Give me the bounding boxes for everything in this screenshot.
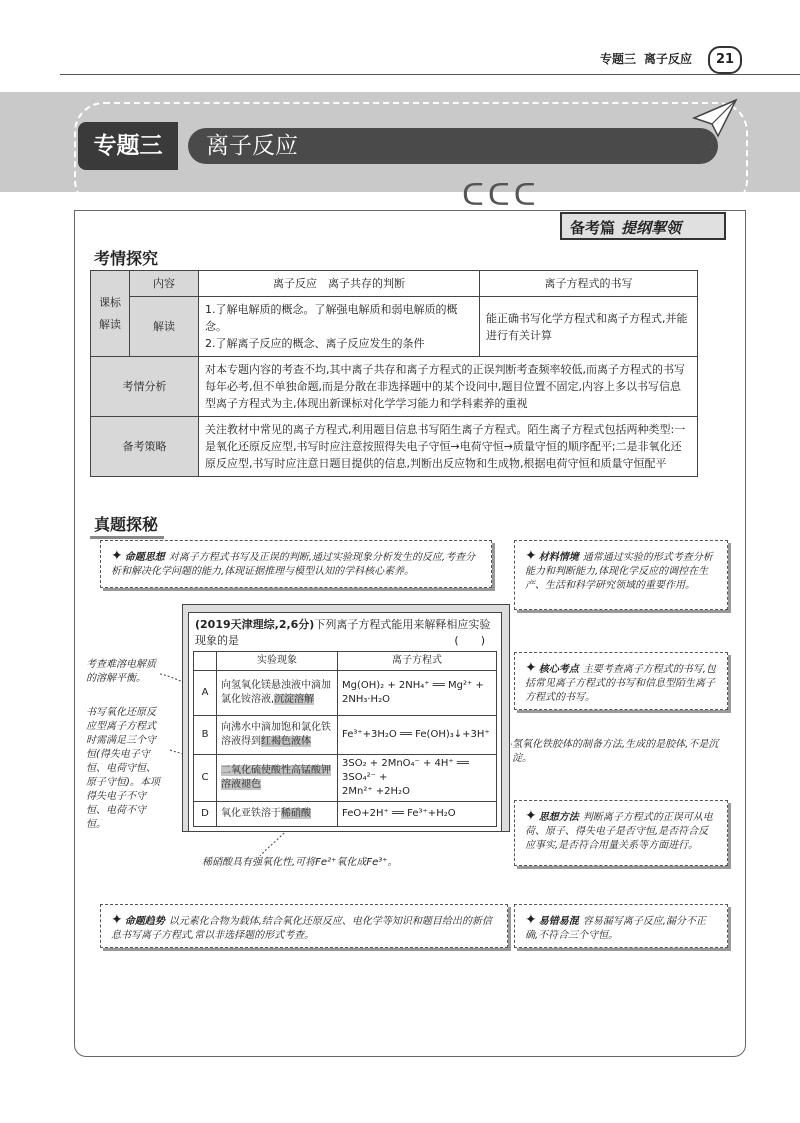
option-row (194, 716, 497, 755)
analysis-label: 考情分析 (91, 357, 199, 417)
prep-tag-main: 备考篇 (570, 219, 616, 237)
question-card (188, 612, 502, 832)
option-letter: B (194, 716, 217, 755)
note-error-text: 容易漏写离子反应,漏分不正确,不符合三个守恒。 (525, 916, 706, 941)
section-title-real-questions: 真题探秘 (90, 512, 164, 539)
phenomenon-highlight: 沉淀溶解 (274, 694, 315, 705)
col1-line2: 2.了解离子反应的概念、离子反应发生的条件 (205, 337, 425, 350)
equation-line: 2NH₃·H₂O (342, 694, 390, 705)
prep-tag (560, 212, 726, 240)
phenomenon-highlight: 红褐色液体 (261, 736, 311, 747)
header-topic: 专题三 (600, 52, 637, 66)
equation-line: FeO+2H⁺ ══ Fe³⁺+H₂O (342, 808, 456, 819)
note-method (514, 800, 728, 866)
answer-blank: ( ) (454, 634, 485, 647)
phenomenon-highlight: 二氧化硫使酸性高锰酸钾溶液褪色 (221, 765, 331, 790)
topic-title: 离子反应 (188, 128, 718, 164)
lightbulb-icon: ✦ (111, 912, 123, 928)
note-method-text: 判断离子方程式的正误可从电荷、原子、得失电子是否守恒,是否符合反应事实,是否符合用量关系等方面进行。 (525, 812, 713, 851)
curriculum-label: 课标解读 (91, 271, 130, 357)
phenomenon-text: 氧化亚铁溶于 (221, 808, 281, 819)
note-idea (100, 540, 492, 588)
col1-header: 离子反应 离子共存的判断 (199, 271, 480, 297)
note-left-solubility: 考查难溶电解质的溶解平衡。 (86, 659, 156, 684)
equation-line: Mg(OH)₂ + 2NH₄⁺ ══ Mg²⁺ + (342, 680, 484, 691)
topic-label: 专题三 (78, 122, 178, 170)
note-trend-label: 命题趋势 (124, 916, 165, 927)
note-material-text: 通常通过实验的形式考查分析能力和判断能力,体现化学反应的调控在生产、生活和科学研究领域的重要作用。 (525, 552, 713, 591)
col1-line1: 1.了解电解质的概念。了解强电解质和弱电解质的概念。 (205, 303, 458, 333)
phenomenon-highlight: 稀硝酸 (281, 808, 311, 819)
note-error-label: 易错易混 (538, 916, 579, 927)
strategy-text: 关注教材中常见的离子方程式,利用题目信息书写陌生离子方程式。陌生离子方程式包括两种类型:一是氧化还原反应型,书写时应注意按照得失电子守恒→电荷守恒→质量守恒的顺序配平;二是非氧化还原反应型,书写时应注意日题目提供的信息,判断出反应物和生成物,根据电荷守恒和质量守恒配平 (199, 417, 698, 477)
col2-header: 离子方程式的书写 (480, 271, 698, 297)
section-title-exam-analysis: 考情探究 (90, 246, 164, 273)
option-letter: C (194, 755, 217, 802)
option-letter: A (194, 671, 217, 716)
phenomenon-text: 向沸水中滴加饱和氯化铁溶液得到 (221, 722, 331, 747)
col-equation: 离子方程式 (338, 652, 497, 671)
note-core (514, 652, 728, 710)
opt-header (194, 652, 217, 671)
header-title: 离子反应 (644, 52, 693, 66)
note-idea-label: 命题思想 (124, 552, 165, 563)
note-colloid: 氢氧化铁胶体的制备方法,生成的是胶体,不是沉淀。 (512, 739, 719, 764)
option-letter: D (194, 802, 217, 827)
lightbulb-icon: ✦ (525, 660, 537, 676)
note-idea-text: 对离子方程式书写及正误的判断,通过实验现象分析发生的反应,考查分析和解决化学问题的能力,体现证据推理与模型认知的学科核心素养。 (111, 552, 476, 577)
content-label: 内容 (130, 271, 199, 297)
lightbulb-icon: ✦ (525, 808, 537, 824)
note-trend-text: 以元素化合物为载体,结合氧化还原反应、电化学等知识和题目给出的新信息书写离子方程式,常以非选择题的形式考查。 (111, 916, 492, 941)
note-method-label: 思想方法 (538, 812, 579, 823)
col2-text: 能正确书写化学方程式和离子方程式,并能进行有关计算 (480, 297, 698, 357)
exam-analysis-table (90, 270, 698, 477)
option-row (194, 802, 497, 827)
equation-line: 2Mn²⁺ +2H₂O (342, 786, 410, 797)
note-left-redox: 书写氧化还原反应型离子方程式时需满足三个守恒(得失电子守恒、电荷守恒、原子守恒)。本项得失电子不守恒、电荷不守恒。 (86, 707, 160, 830)
running-header (600, 50, 692, 67)
equation-line: 3SO₂ + 2MnO₄⁻ + 4H⁺ ══ 3SO₄²⁻ + (342, 758, 469, 783)
note-core-label: 核心考点 (538, 664, 579, 675)
option-row (194, 671, 497, 716)
analysis-text: 对本专题内容的考查不均,其中离子共存和离子方程式的正误判断考查频率较低,而离子方程式的书写每年必考,但不单独命题,而是分散在非选择题中的某个设问中,题目位置不固定,内容上多以书写信息型离子方程式为主,体现出新课标对化学学习能力和学科素养的重视 (199, 357, 698, 417)
col-phenomenon: 实验现象 (217, 652, 338, 671)
question-source: (2019天津理综,2,6分) (195, 618, 315, 631)
page-number: 21 (708, 46, 742, 74)
interpret-label: 解读 (130, 297, 199, 357)
strategy-label: 备考策略 (91, 417, 199, 477)
lightbulb-icon: ✦ (111, 548, 123, 564)
binder-rings-icon: ᑕᑕᑕ (462, 178, 540, 213)
note-material (514, 540, 728, 610)
paper-plane-icon (690, 96, 740, 156)
note-material-label: 材料情境 (538, 552, 579, 563)
equation-line: Fe³⁺+3H₂O ══ Fe(OH)₃↓+3H⁺ (342, 729, 490, 740)
phenomenon-text: 向氢氧化镁悬浊液中滴加氯化铵溶液, (221, 680, 331, 705)
option-row (194, 755, 497, 802)
note-core-text: 主要考查离子方程式的书写,包括常见离子方程式的书写和信息型陌生离子方程式的书写。 (525, 664, 716, 703)
question-stem: 下列离子方程式能用来解释相应实验现象的是 (195, 618, 491, 647)
header-rule (60, 74, 800, 75)
question-table (193, 651, 497, 827)
lightbulb-icon: ✦ (525, 548, 537, 564)
note-nitric-acid: 稀硝酸具有强氧化性,可将Fe²⁺氧化成Fe³⁺。 (202, 857, 398, 868)
prep-tag-sub: 提纲挈领 (621, 219, 682, 237)
lightbulb-icon: ✦ (525, 912, 537, 928)
note-error (514, 904, 728, 948)
note-trend (100, 904, 508, 948)
question-stem-block (189, 613, 501, 651)
